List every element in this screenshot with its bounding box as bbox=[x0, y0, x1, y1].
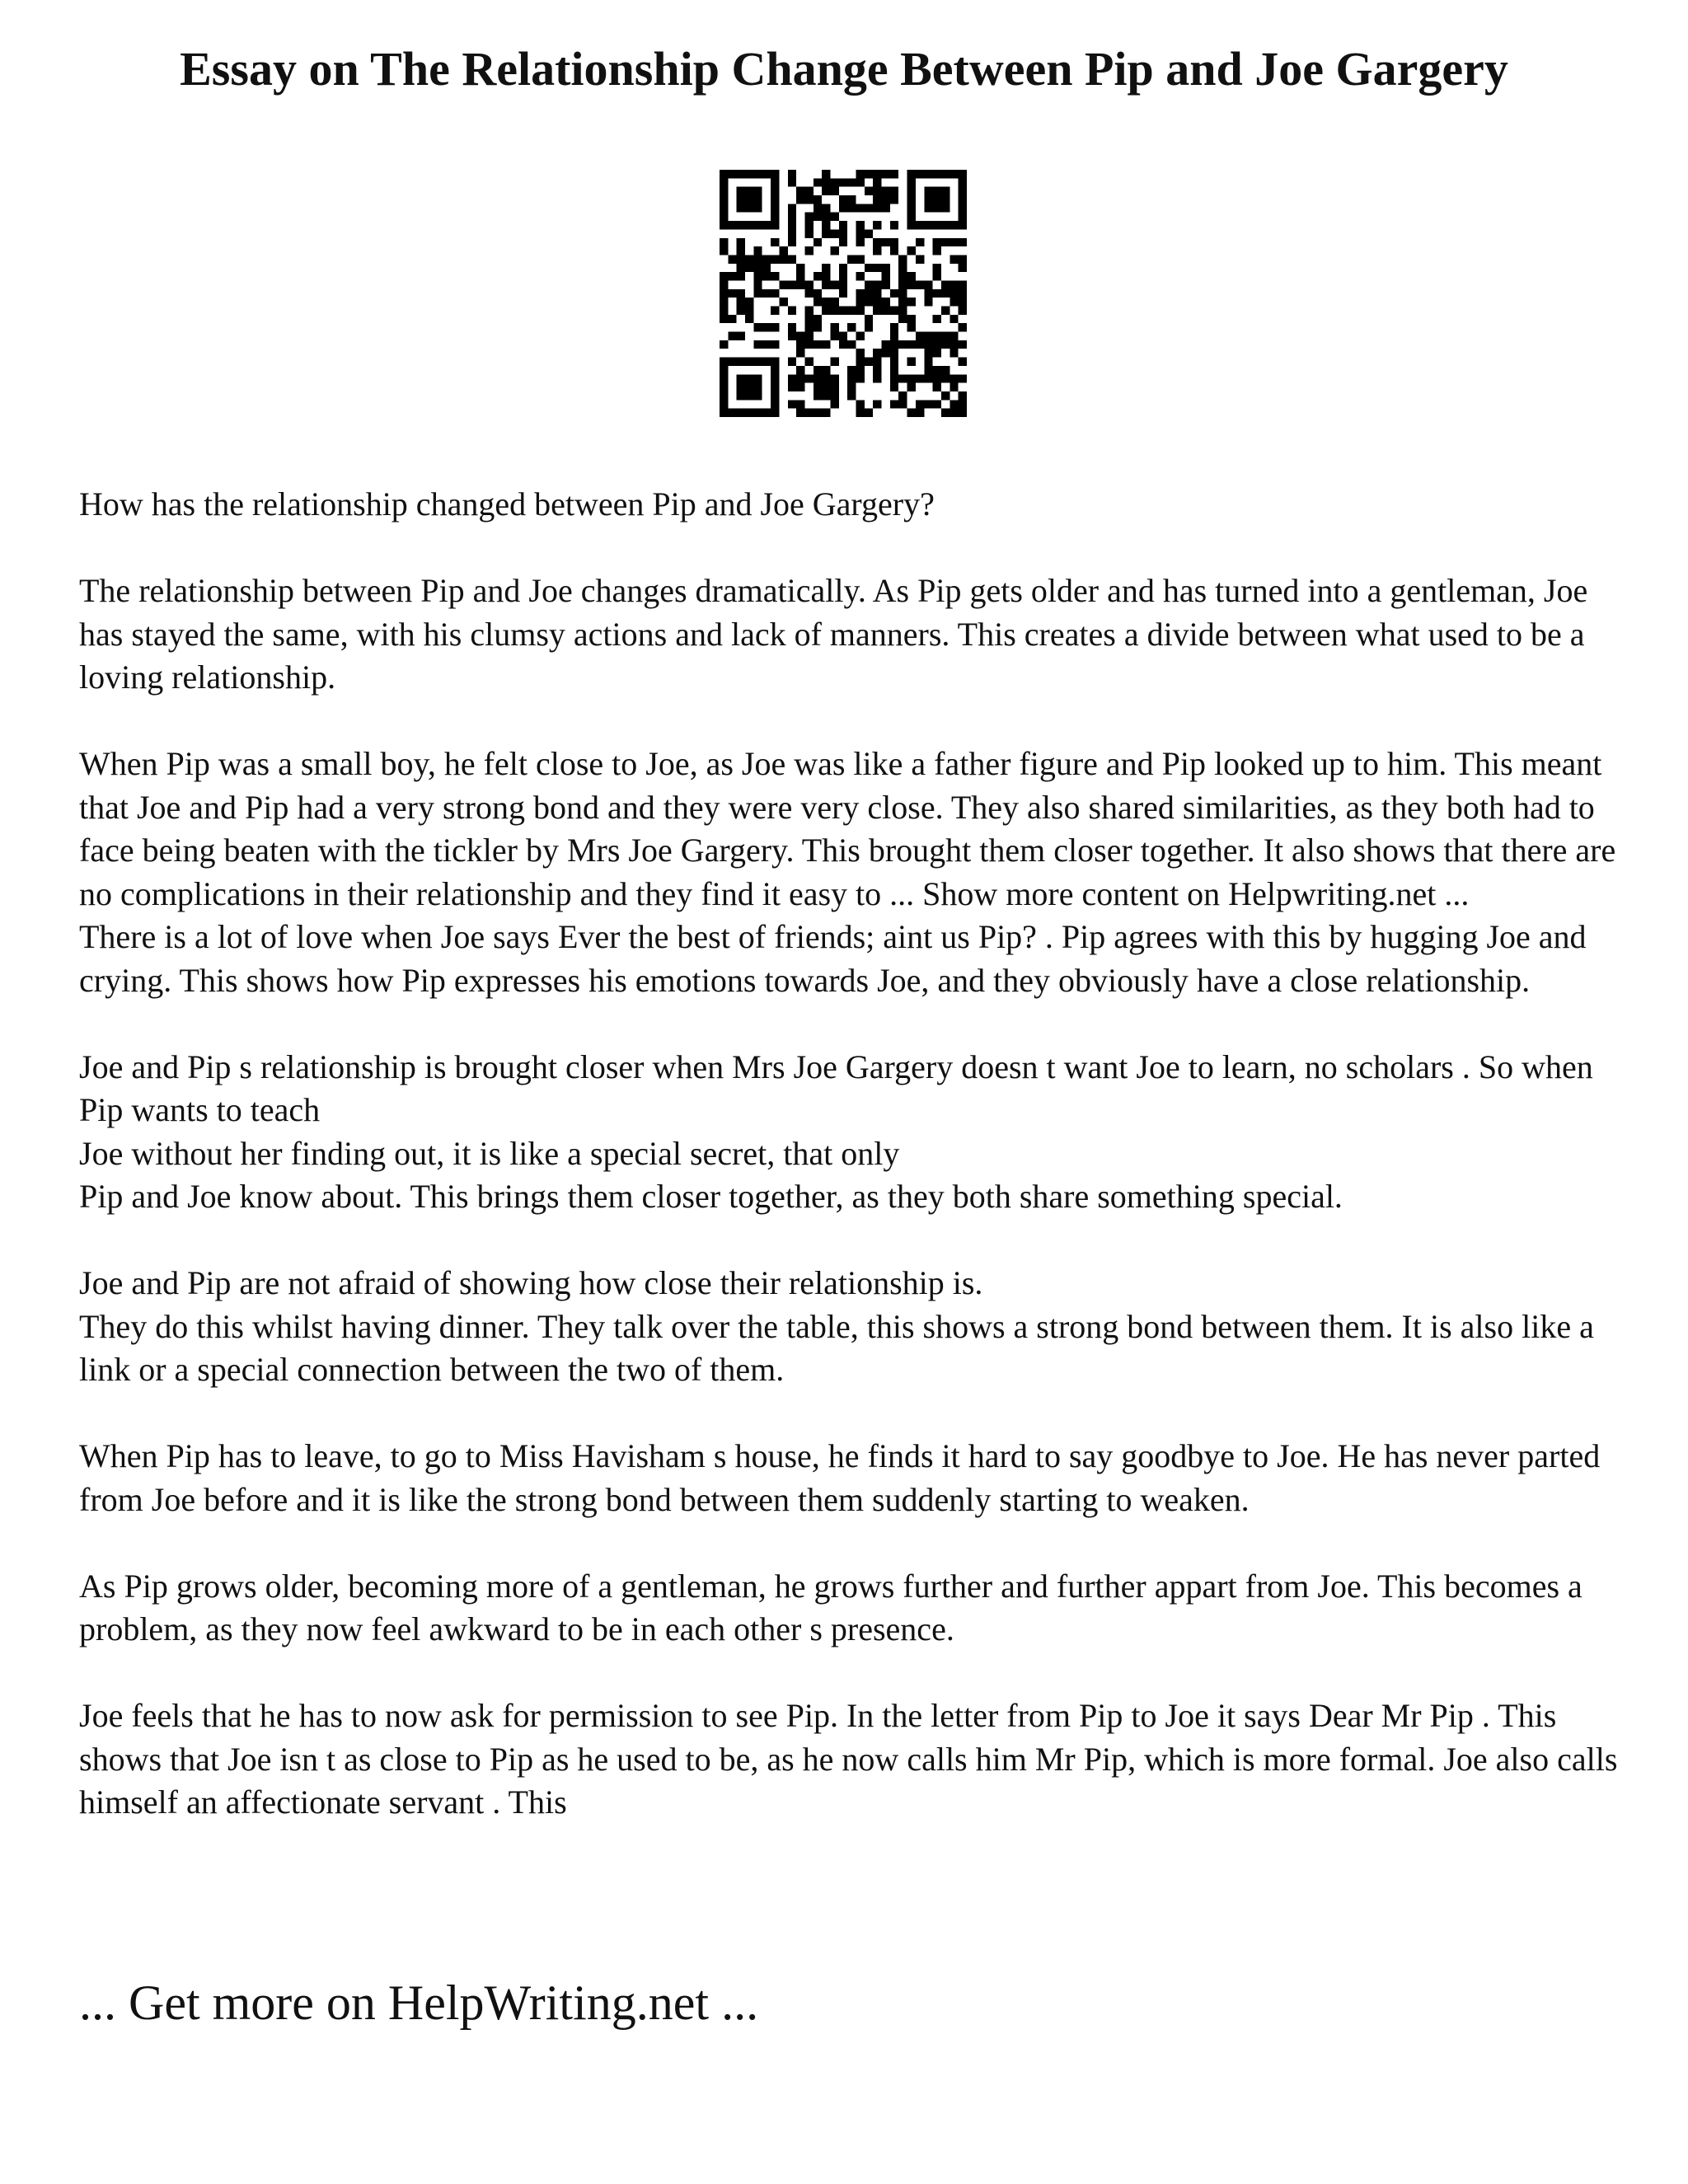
get-more-link[interactable]: ... Get more on HelpWriting.net ... bbox=[79, 1975, 759, 2030]
essay-question: How has the relationship changed between Pip and Joe Gargery? bbox=[79, 485, 935, 523]
essay-body bbox=[79, 483, 1629, 1825]
paragraph: Joe and Pip are not afraid of showing how close their relationship is. bbox=[79, 1264, 983, 1301]
paragraph: Pip and Joe know about. This brings them closer together, as they both share something special. bbox=[79, 1178, 1343, 1215]
paragraph: Joe and Pip s relationship is brought closer when Mrs Joe Gargery doesn t want Joe to learn, no scholars . So when Pip wants to teach bbox=[79, 1047, 1593, 1128]
paragraph: They do this whilst having dinner. They talk over the table, this shows a strong bond between them. It is also like a link or a special connection between the two of them. bbox=[79, 1307, 1594, 1388]
qr-code bbox=[720, 170, 967, 417]
paragraph: When Pip was a small boy, he felt close to Joe, as Joe was like a father figure and Pip looked up to him. This meant that Joe and Pip had a very strong bond and they were very close. They also shared similarities, as they both had to face being beaten with the tickler by Mrs Joe Gargery. This brought them closer together. It also shows that there are no complications in their relationship and they find it easy to ... Show more content on Helpwriting.net ... bbox=[79, 745, 1616, 912]
paragraph: The relationship between Pip and Joe changes dramatically. As Pip gets older and has turned into a gentleman, Joe has stayed the same, with his clumsy actions and lack of manners. This creates a divide between what used to be a loving relationship. bbox=[79, 572, 1588, 696]
paragraph: Joe feels that he has to now ask for permission to see Pip. In the letter from Pip to Joe it says Dear Mr Pip . This shows that Joe isn t as close to Pip as he used to be, as he now calls him Mr Pip, which is more formal. Joe also calls himself an affectionate servant . This bbox=[79, 1697, 1618, 1821]
qr-code-icon bbox=[720, 170, 967, 417]
page-title: Essay on The Relationship Change Between Pip and Joe Gargery bbox=[180, 42, 1508, 96]
paragraph: When Pip has to leave, to go to Miss Havisham s house, he finds it hard to say goodbye to Joe. He has never parted from Joe before and it is like the strong bond between them suddenly starting to weaken. bbox=[79, 1437, 1601, 1518]
paragraph: Joe without her finding out, it is like a special secret, that only bbox=[79, 1134, 900, 1172]
paragraph: As Pip grows older, becoming more of a gentleman, he grows further and further appart from Joe. This becomes a problem, as they now feel awkward to be in each other s presence. bbox=[79, 1567, 1582, 1647]
paragraph: There is a lot of love when Joe says Ever the best of friends; aint us Pip? . Pip agrees with this by hugging Joe and crying. This shows how Pip expresses his emotions towards Joe, and they obviously have a close relationship. bbox=[79, 918, 1587, 999]
